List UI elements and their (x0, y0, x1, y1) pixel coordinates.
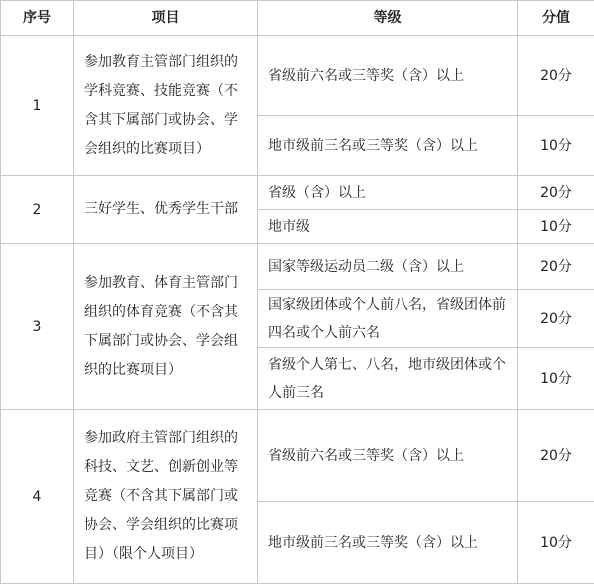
row-score: 20分 (518, 176, 594, 210)
header-row (1, 1, 594, 36)
row-project: 参加教育、体育主管部门组织的体育竞赛（不含其下属部门或协会、学会组织的比赛项目） (74, 244, 258, 410)
row-level: 省级前六名或三等奖（含）以上 (258, 36, 518, 116)
row-project: 三好学生、优秀学生干部 (74, 176, 258, 244)
row-score: 20分 (518, 410, 594, 502)
row-project: 参加政府主管部门组织的科技、文艺、创新创业等竞赛（不含其下属部门或协会、学会组织的比赛项目）（限个人项目） (74, 410, 258, 584)
row-project: 参加教育主管部门组织的学科竞赛、技能竞赛（不含其下属部门或协会、学会组织的比赛项目） (74, 36, 258, 176)
row-level: 省级前六名或三等奖（含）以上 (258, 410, 518, 502)
row-level: 省级（含）以上 (258, 176, 518, 210)
row-score: 10分 (518, 502, 594, 584)
row-id: 4 (1, 410, 74, 584)
header-id: 序号 (1, 1, 74, 36)
row-score: 10分 (518, 116, 594, 176)
table-row (1, 36, 594, 116)
table-row (1, 244, 594, 290)
row-score: 10分 (518, 210, 594, 244)
row-id: 3 (1, 244, 74, 410)
row-score: 10分 (518, 348, 594, 410)
row-score: 20分 (518, 36, 594, 116)
row-id: 1 (1, 36, 74, 176)
row-id: 2 (1, 176, 74, 244)
row-score: 20分 (518, 244, 594, 290)
header-project: 项目 (74, 1, 258, 36)
table-row (1, 410, 594, 502)
row-level: 国家等级运动员二级（含）以上 (258, 244, 518, 290)
header-score: 分值 (518, 1, 594, 36)
row-level: 国家级团体或个人前八名，省级团体前四名或个人前六名 (258, 290, 518, 348)
row-level: 省级个人第七、八名，地市级团体或个人前三名 (258, 348, 518, 410)
table-row (1, 176, 594, 210)
row-level: 地市级 (258, 210, 518, 244)
row-score: 20分 (518, 290, 594, 348)
row-level: 地市级前三名或三等奖（含）以上 (258, 116, 518, 176)
header-level: 等级 (258, 1, 518, 36)
row-level: 地市级前三名或三等奖（含）以上 (258, 502, 518, 584)
